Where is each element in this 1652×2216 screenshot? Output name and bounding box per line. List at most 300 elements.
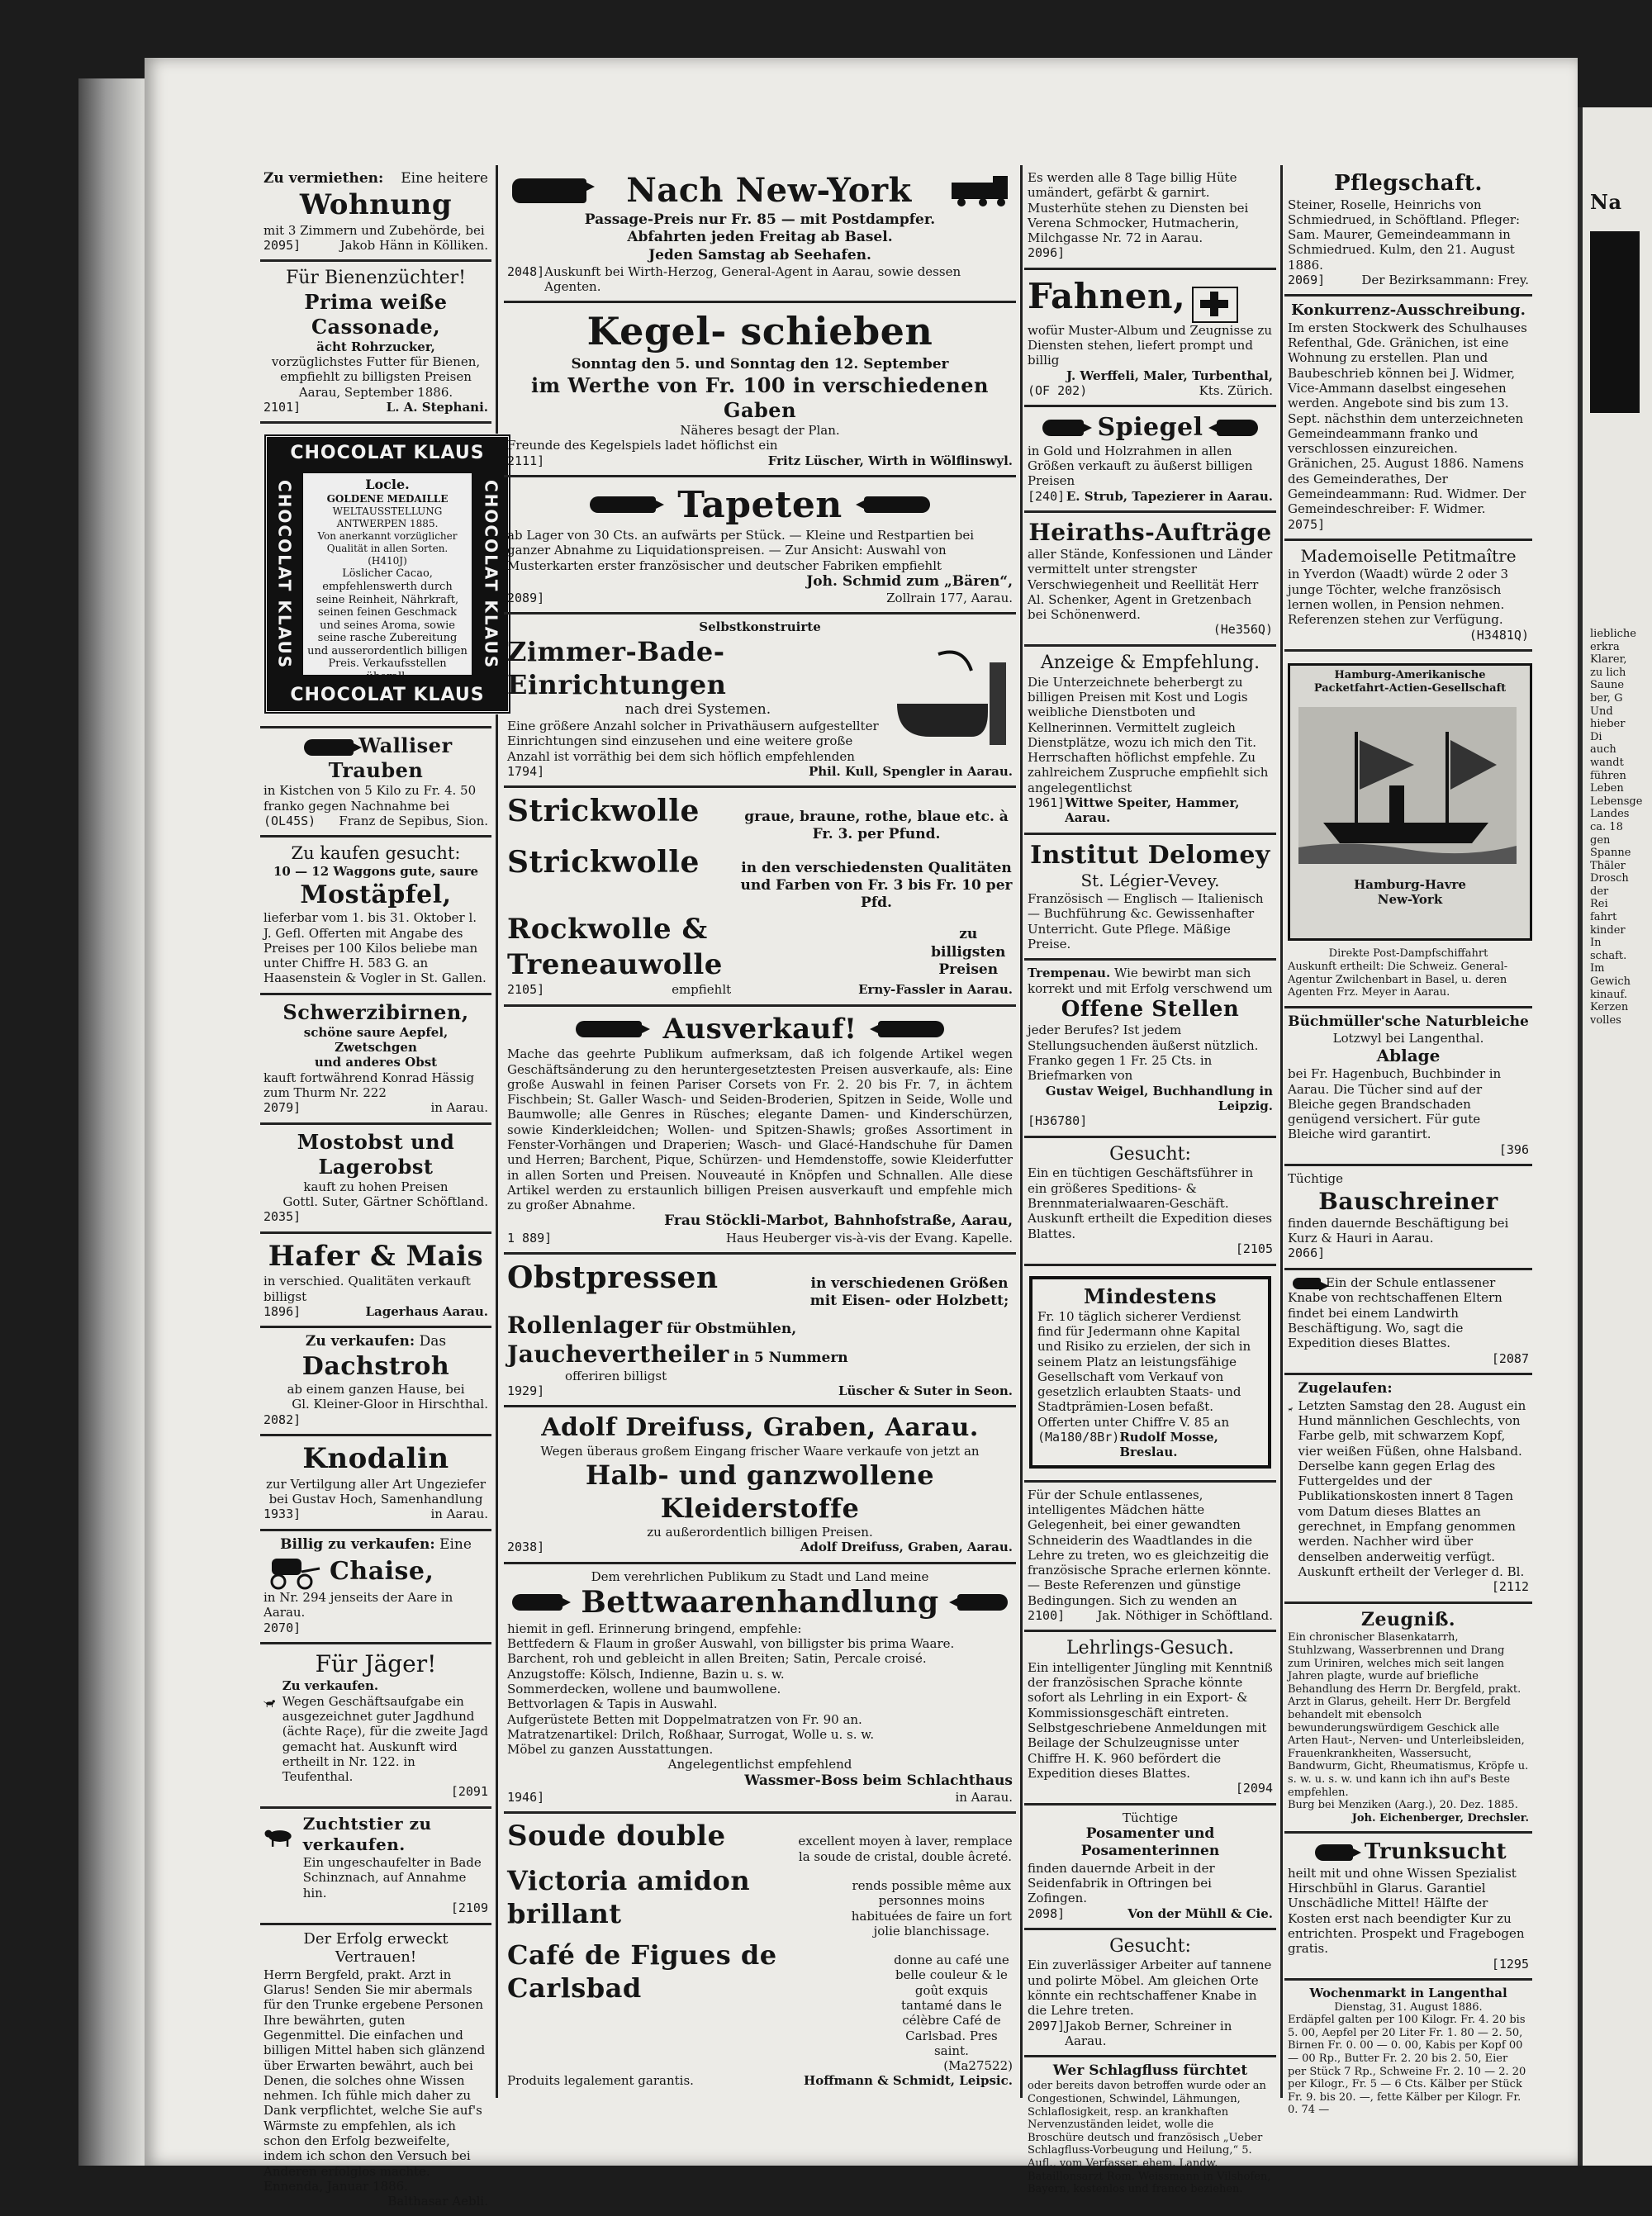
ad-title: Rockwolle & Treneauwolle [507, 912, 923, 982]
ad-title: Posamenter und Posamenterinnen [1028, 1825, 1273, 1861]
ad-spiegel [1024, 407, 1276, 513]
edge-text: volles [1590, 1014, 1648, 1027]
ad-chaise [260, 1531, 491, 1645]
edge-text: erkra [1590, 641, 1648, 654]
ad-body: in Nr. 294 jenseits der Aare in Aarau. [263, 1590, 488, 1620]
ad-subtitle: nach drei Systemen. [507, 701, 889, 719]
ad-pre: Tüchtige [1288, 1171, 1529, 1186]
ad-title: Knodalin [263, 1441, 488, 1477]
edge-text: Im [1590, 962, 1648, 975]
bett-item: Matratzenartikel: Drilch, Roßhaar, Surrogat, Wolle u. s. w. [507, 1727, 1013, 1742]
hapag-title: Hamburg-Amerikanische Packetfahrt-Actien-Gesellschaft [1290, 666, 1530, 698]
hapag-route: Hamburg-Havre [1290, 877, 1530, 892]
pointing-hand-icon [878, 1021, 944, 1037]
edge-text: Kerzen [1590, 1001, 1648, 1014]
edge-text: Leben [1590, 782, 1648, 795]
ad-signature: Lüscher & Suter in Seon. [838, 1383, 1013, 1398]
ad-number: [2091 [263, 1784, 488, 1800]
ad-signature: Jakob Berner, Schreiner in Aarau. [1065, 2019, 1273, 2049]
ad-title: Victoria amidon brillant [507, 1864, 851, 1930]
ad-number: [H36780] [1028, 1113, 1273, 1129]
ad-number: 2070] [263, 1620, 488, 1636]
pointing-hand-icon [1293, 1278, 1321, 1289]
ad-lehrling [1024, 1632, 1276, 1806]
ad-body: 10 — 12 Waggons gute, saure [263, 864, 488, 879]
ad-line: Produits legalement garantis. [507, 2073, 694, 2088]
ad-body: aller Stände, Konfessionen und Länder vermittelt unter strengster Verschwiegenheit und Reellität Herr Al. Schenker, Agent in Gretzenbach bei Schönenwerd. [1028, 547, 1273, 622]
ad-title: Wohnung [263, 187, 488, 223]
ad-mostobst [260, 1125, 491, 1234]
ad-body: zur Vertilgung aller Art Ungeziefer bei Gustav Hoch, Samenhandlung [263, 1477, 488, 1507]
ad-number: [240] [1028, 489, 1065, 504]
ad-konkurrenz [1284, 297, 1532, 541]
bull-icon [263, 1814, 297, 1860]
edge-text: zu lich [1590, 667, 1648, 680]
bett-item: Bettfedern & Flaum in großer Auswahl, von billigster bis prima Waare. [507, 1636, 1013, 1651]
pointing-hand-icon [1315, 1844, 1353, 1861]
ad-mostaepfel [260, 838, 491, 995]
ad-signature: Balthasar Aebli. [263, 2194, 488, 2209]
ad-body: Wie bewirbt man sich korrekt und mit Erfolg verschwend um [1028, 966, 1273, 995]
ad-signature: Erny-Fassler in Aarau. [858, 982, 1013, 997]
ad-zuchtstier [260, 1809, 491, 1925]
ad-desc: donne au café une belle couleur & le goût exquis tantamé dans le célèbre Café de Carlsbad. Pres saint. [890, 1953, 1013, 2058]
pointing-hand-icon [512, 1594, 563, 1611]
ad-signature: Hoffmann & Schmidt, Leipsic. [804, 2073, 1013, 2088]
ad-pre: Dem verehrlichen Publikum zu Stadt und Land meine [507, 1569, 1013, 1584]
ad-number: [2087 [1288, 1351, 1529, 1367]
pointing-hand-icon [576, 1021, 642, 1037]
bathtub-icon [889, 646, 1013, 753]
ad-title2: Ablage [1288, 1046, 1529, 1066]
ad-subtitle: Lotzwyl bei Langenthal. [1288, 1031, 1529, 1046]
ad-signature: Von der Mühll & Cie. [1127, 1906, 1273, 1921]
ad-body: Ein intelligenter Jüngling mit Kenntniß der französischen Sprache könnte sofort als Lehrling in ein Export- & Kommissionsgeschäft eintreten. Selbstgeschriebene Anmeldungen mit Beilage der Schulzeugnisse unter Chiffre H. K. 960 befördert die Expedition dieses Blattes. [1028, 1660, 1273, 1781]
ad-number: 2095] [263, 238, 301, 253]
ad-desc: in den verschiedensten Qualitäten und Farben von Fr. 3 bis Fr. 10 per Pfd. [740, 860, 1013, 913]
ad-title: Soude double [507, 1819, 726, 1854]
pointing-hand-icon [304, 739, 354, 756]
ad-line: Auskunft bei Wirth-Herzog, General-Agent in Aarau, sowie dessen Agenten. [544, 264, 1013, 295]
ad-address: Kts. Zürich. [1199, 383, 1273, 398]
ad-signature: Der Bezirksammann: Frey. [1361, 273, 1529, 287]
ad-hafer-mais [260, 1234, 491, 1328]
ad-tapeten [504, 477, 1016, 615]
ad-subtitle: schöne saure Aepfel, Zwetschgen [263, 1025, 488, 1056]
ad-desc: für Obstmühlen, [667, 1321, 796, 1337]
ad-title: Wer Schlagfluss fürchtet [1028, 2062, 1273, 2080]
ad-huete [1024, 165, 1276, 270]
bett-item: Anzugstoffe: Kölsch, Indienne, Bazin u. s. w. [507, 1667, 1013, 1682]
ad-signature: Joh. Eichenberger, Drechsler. [1288, 1812, 1529, 1825]
ad-ausverkauf [504, 1007, 1016, 1255]
bett-item: Sommerdecken, wollene und baumwollene. [507, 1682, 1013, 1696]
choco-inner-title: Locle. [306, 477, 468, 493]
ad-body: kauft zu hohen Preisen [263, 1179, 488, 1194]
ad-number: 2038] [507, 1540, 544, 1554]
ad-body: Es werden alle 8 Tage billig Hüte umändert, gefärbt & garnirt. Musterhüte stehen zu Diensten bei Verena Schmocker, Hutmacherin, Milchgasse Nr. 72 in Aarau. [1028, 170, 1273, 245]
ad-title: Bauschreiner [1288, 1187, 1529, 1216]
mindestens-box [1029, 1276, 1271, 1469]
ad-body: kauft fortwährend Konrad Hässig zum Thurm Nr. 222 [263, 1070, 488, 1101]
edge-text: Drosch [1590, 872, 1648, 885]
ad-date: Ennenda, Januar 1886. [263, 2179, 488, 2194]
ad-body: Mache das geehrte Publikum aufmerksam, daß ich folgende Artikel wegen Geschäftsänderung zu den heruntergesetztesten Preisen ausverkaufe, als: Eine große Auswahl in feinen Pariser Corsets von Fr. 2. 20 bis Fr. 7, in ächtem Fischbein; St. Galler Wasch- und Seiden-Broderien, Spitzen in Seide, Wolle und Baumwolle; alle Genres in Rüsches; elegante Damen- und Kinderschürzen, sowie Kinderkleidchen; Wollen- und Spitzen-Shawls; großes Assortiment in Fenster-Vorhängen und Draperien; Wasch- und Glacé-Handschuhe für Damen und Herren; Barchent, Pique, Schürzen- und Hemdenstoffe, sowie Kleiderfutter in allen Sorten und Preisen. Nouveauté in Knöpfen und Schnallen. Alle diese Artikel werden zu erstaunlich billigen Preisen ausverkauft und empfehle mich zu großer Abnahme. [507, 1046, 1013, 1212]
ad-jaeger [260, 1644, 491, 1809]
column-2 [504, 165, 1016, 2095]
bett-items [507, 1636, 1013, 1757]
pointing-hand-icon [957, 1594, 1008, 1611]
ad-zugelaufen [1284, 1375, 1532, 1604]
ad-desc: in verschiedenen Größen mit Eisen- oder Holzbett; [806, 1275, 1013, 1311]
ad-title: Für Bienenzüchter! [263, 267, 488, 290]
ad-zeugniss [1284, 1604, 1532, 1834]
ad-number: 1946] [507, 1790, 544, 1805]
ad-body: Ein zuverlässiger Arbeiter auf tannene und polirte Möbel. Am gleichen Orte könnte ein rechtschaffener Knabe in die Lehre treten. [1028, 1957, 1273, 2018]
ad-signature: Franz de Sepibus, Sion. [339, 814, 488, 828]
ad-title: Wochenmarkt in Langenthal [1288, 1986, 1529, 2000]
ad-head: Zu verkaufen. [282, 1678, 488, 1693]
ad-posamenter [1024, 1806, 1276, 1930]
edge-text: Und [1590, 705, 1648, 719]
pointing-hand-icon [512, 178, 586, 203]
ad-body: Herrn Bergfeld, prakt. Arzt in Glarus! Senden Sie mir abermals für den Trunke ergebene Personen Ihre bewährten, guten Gegenmittel. Die einfachen und billigen Mittel haben sich glänzend über Erwarten bewährt, auch bei Denen, die solches ohne Wissen nehmen. Ich fühle mich daher zu Dank verpflichtet, welche Sie auf's Wärmste zu empfehlen, als ich schon den Erfolg bezweifelte, indem ich schon den Versuch bei Anderen erfolglos machte. [263, 1967, 488, 2179]
ad-title: Tapeten [677, 482, 843, 528]
edge-text: liebliche [1590, 628, 1648, 641]
ad-number: (Ma180/8Br) [1037, 1430, 1119, 1445]
ad-bade-einrichtungen [504, 615, 1016, 788]
ad-number: 2089] [507, 591, 544, 605]
ad-title: Institut Delomey [1028, 840, 1273, 871]
ad-title: Strickwolle [507, 844, 700, 881]
ad-number: 1933] [263, 1507, 301, 1521]
ad-line: Näheres besagt der Plan. [507, 423, 1013, 438]
bett-item: Aufgerüstete Betten mit Doppelmatratzen von Fr. 90 an. [507, 1712, 1013, 1727]
pointing-hand-icon [1217, 420, 1258, 436]
ad-line: hiemit in gefl. Erinnerung bringend, empfehle: [507, 1621, 1013, 1636]
ad-schwerzibirnen [260, 995, 491, 1125]
ad-head2: Das [420, 1333, 447, 1350]
bett-item: Bettvorlagen & Tapis in Auswahl. [507, 1696, 1013, 1711]
hapag-agency: Auskunft ertheilt: Die Schweiz. General-Agentur Zwilchenbart in Basel, u. deren Agenten Frz. Meyer in Aarau. [1288, 961, 1529, 999]
ad-walliser [260, 728, 491, 838]
chocolat-klaus-logo [263, 434, 511, 714]
ad-title: Walliser Trauben [329, 733, 453, 782]
edge-text: Spanne [1590, 847, 1648, 860]
ad-gesucht-arbeiter [1024, 1930, 1276, 2057]
ad-title: Ausverkauf! [663, 1012, 857, 1047]
ad-signature: Gustav Weigel, Buchhandlung in Leipzig. [1028, 1084, 1273, 1114]
ad-number: [396 [1288, 1142, 1529, 1158]
edge-text: ca. 18 [1590, 821, 1648, 834]
ad-number: [2112 [1288, 1579, 1529, 1595]
ad-number: 2097] [1028, 2019, 1065, 2033]
ad-title: Für Jäger! [263, 1649, 488, 1678]
ad-number: 2079] [263, 1100, 301, 1115]
ad-title: Trunksucht [1365, 1839, 1507, 1866]
ad-line: Jeden Samstag ab Seehafen. [507, 247, 1013, 264]
edge-text: führen [1590, 770, 1648, 783]
choco-top-label: CHOCOLAT KLAUS [267, 442, 508, 465]
ad-title: Mindestens [1037, 1284, 1263, 1309]
ad-wochenmarkt [1284, 1981, 1532, 2123]
ad-title: Obstpressen [507, 1260, 719, 1297]
edge-text: wandt [1590, 757, 1648, 770]
ad-new-york [504, 165, 1016, 303]
edge-text: Saune [1590, 679, 1648, 692]
choco-bottom-label: CHOCOLAT KLAUS [267, 684, 508, 707]
ad-signature: Adolf Dreifuss, Graben, Aarau. [800, 1540, 1013, 1554]
ad-body: Die Unterzeichnete beherbergt zu billigen Preisen mit Kost und Logis weibliche Dienstboten und Kellnerinnen. Vermittelt zugleich Dienstplätze, wozu ich mich den Tit. Herrschaften höflichst empfehle. Zu zahlreichem Zuspruche empfiehlt sich angelegentlichst [1028, 675, 1273, 795]
ad-title: Anzeige & Empfehlung. [1028, 652, 1273, 675]
ad-line: empfiehlt [672, 982, 731, 997]
ad-anzeige [1024, 647, 1276, 834]
edge-text: fahrt [1590, 911, 1648, 924]
ad-title: Zeugniß. [1288, 1609, 1529, 1632]
ad-head: Trempenau. [1028, 966, 1110, 980]
edge-text: In [1590, 937, 1648, 950]
ad-body: finden dauernde Arbeit in der Seidenfabrik in Oftringen bei Zofingen. [1028, 1861, 1273, 1906]
ad-body: mit 3 Zimmern und Zubehörde, bei [263, 223, 488, 238]
ad-body: bei Fr. Hagenbuch, Buchbinder in Aarau. Die Tücher sind auf der Bleiche gegen Brandschaden genügend versichert. Für gute Bleiche wird garantirt. [1288, 1066, 1529, 1141]
ad-line: im Werthe von Fr. 100 in verschiedenen Gaben [507, 373, 1013, 423]
pointing-hand-icon [1042, 420, 1084, 436]
ad-hapag [1284, 652, 1532, 1008]
ad-subtitle: Prima weiße Cassonade, [263, 290, 488, 339]
ad-line: Angelegentlichst empfehlend [507, 1757, 1013, 1772]
ad-head2: Eine [439, 1536, 472, 1553]
ad-title2: Halb- und ganzwollene Kleiderstoffe [507, 1459, 1013, 1525]
edge-text: Na [1590, 190, 1648, 215]
carriage-icon [263, 1554, 321, 1590]
column-rule [1280, 165, 1283, 2098]
ad-signature: Jakob Hänn in Kölliken. [340, 238, 488, 253]
edge-text: auch [1590, 743, 1648, 757]
ad-title: Café de Figues de Carlsbad [507, 1938, 890, 2005]
ad-signature: E. Strub, Tapezierer in Aarau. [1066, 489, 1273, 504]
ad-desc: rends possible même aux personnes moins habituées de faire un fort jolie blanchissage. [851, 1878, 1013, 1938]
ad-signature: Joh. Schmid zum „Bären“, [507, 573, 1013, 591]
ad-maedchen [1024, 1483, 1276, 1633]
hapag-poster [1288, 663, 1532, 941]
ad-signature: Gl. Kleiner-Gloor in Hirschthal. [263, 1397, 488, 1412]
edge-text: Klarer, [1590, 653, 1648, 667]
ad-number: 1794] [507, 764, 544, 779]
choco-side-label: CHOCOLAT KLAUS [274, 480, 295, 669]
ad-signature: Gottl. Suter, Gärtner Schöftland. [263, 1194, 488, 1209]
ad-signature: Fritz Lüscher, Wirth in Wölflinswyl. [768, 453, 1013, 468]
ad-head2: Eine heitere [401, 170, 488, 187]
next-page-fragments [1590, 190, 1648, 1027]
ad-title: Zuchtstier zu verkaufen. [303, 1814, 488, 1855]
ad-line: Freunde des Kegelspiels ladet höflichst ein [507, 438, 1013, 453]
ad-number: (H3481Q) [1288, 628, 1529, 643]
ad-number: (OL45S) [263, 814, 316, 828]
edge-text: Thäler [1590, 860, 1648, 873]
hapag-route: New-York [1290, 892, 1530, 907]
ad-dachstroh [260, 1328, 491, 1436]
ad-body: ab Lager von 30 Cts. an aufwärts per Stück. — Kleine und Restpartien bei ganzer Abnahme zu Liquidationspreisen. — Zur Ansicht: Auswahl von Musterkarten erster französischer und deutscher Fabriken empfiehlt [507, 528, 1013, 573]
ad-signature: L. A. Stephani. [387, 400, 488, 415]
ad-title: Zimmer-Bade-Einrichtungen [507, 635, 889, 701]
ad-number: [2105 [1028, 1241, 1273, 1257]
ad-body2: jeder Berufes? Ist jedem Stellungsuchenden äußerst nützlich. Franko gegen 1 Fr. 25 Cts. in Briefmarken von [1028, 1023, 1273, 1083]
ad-number: 2096] [1028, 245, 1273, 261]
ad-head: Zu kaufen gesucht: [263, 842, 488, 864]
ad-soude [504, 1814, 1016, 2095]
ad-title: Heiraths-Aufträge [1028, 518, 1273, 547]
ad-mademoiselle [1284, 541, 1532, 652]
ad-mindestens [1024, 1266, 1276, 1483]
ad-body: finden dauernde Beschäftigung bei Kurz & Hauri in Aarau. [1288, 1216, 1529, 1246]
ad-title: Hafer & Mais [263, 1239, 488, 1274]
edge-text: kinauf. [1590, 989, 1648, 1002]
ad-title: Der Erfolg erweckt Vertrauen! [263, 1930, 488, 1967]
ad-number: (OF 202) [1028, 383, 1087, 398]
ad-desc: graue, braune, rothe, blaue etc. à Fr. 3. per Pfund. [740, 809, 1013, 844]
ad-body: Ein ungeschaufelter in Bade Schinznach, auf Annahme hin. [303, 1855, 488, 1900]
ad-desc: offeriren billigst [507, 1369, 1013, 1383]
ad-title: Jauchevertheiler [507, 1341, 729, 1368]
choco-exhibition: WELTAUSSTELLUNG ANTWERPEN 1885. [306, 505, 468, 530]
ad-address: Haus Heuberger vis-à-vis der Evang. Kapelle. [726, 1231, 1013, 1246]
ad-title: Rollenlager [507, 1312, 662, 1339]
ad-wohnung [260, 165, 491, 262]
ad-head: Zu vermiethen: [263, 170, 383, 187]
ad-fahnen [1024, 270, 1276, 407]
ad-desc: zu billigsten Preisen [923, 926, 1013, 979]
ad-title: Mostobst und Lagerobst [263, 1130, 488, 1179]
ad-bettwaaren [504, 1564, 1016, 1815]
ad-title: Spiegel [1097, 412, 1203, 444]
ad-title: Büchmüller'sche Naturbleiche [1288, 1013, 1529, 1031]
ad-heirath [1024, 513, 1276, 647]
ad-signature: Lagerhaus Aarau. [365, 1304, 488, 1319]
ad-ref: (Ma27522) [507, 2058, 1013, 2073]
ad-body: Im ersten Stockwerk des Schulhauses Refenthal, Gde. Gränichen, ist eine Wohnung zu erstellen. Plan und Baubeschrieb können bei J. Widmer, Vice-Ammann daselbst eingesehen werden. Angebote sind bis zum 13. Sept. nächsthin dem unterzeichneten Gemeindeammann franko und verschlossen einzureichen. Gränichen, 25. August 1886. Namens des Gemeinderathes, Der Gemeindeammann: Rud. Widmer. Der Gemeindeschreiber: F. Widmer. [1288, 320, 1529, 517]
ad-body: in Gold und Holzrahmen in allen Größen verkauft zu äußerst billigen Preisen [1028, 444, 1273, 489]
ad-title: Mostäpfel, [263, 880, 488, 911]
ad-body: heilt mit und ohne Wissen Spezialist Hirschbühl in Glarus. Garantiel Unschädliche Mittel! Hälfte der Kosten erst nach beendigter Kur zu entrichten. Prospekt und Fragebogen gratis. [1288, 1866, 1529, 1957]
ad-body: Ein der Schule entlassener Knabe von rechtschaffenen Eltern findet bei einem Landwirth Beschäftigung. Wo, sagt die Expedition dieses Blattes. [1288, 1275, 1502, 1350]
ad-title: Adolf Dreifuss, Graben, Aarau. [507, 1412, 1013, 1444]
ad-body: oder bereits davon betroffen wurde oder an Congestionen, Schwindel, Lähmungen, Schlaflosigkeit, resp. an krankhaften Nervenzuständen leidet, wolle die Broschüre deutsch und französisch „Ueber Schlagfluss-Vorbeugung und Heilung,“ 5. Aufl., vom Verfasser, ehem. Landw. Bataillonsarzt Rom. Weissmann in Vilshofen, Bayern, kostenlos und franco beziehen. [1028, 2080, 1273, 2195]
ad-strickwolle [504, 788, 1016, 1007]
choco-inner [303, 473, 472, 675]
ad-date: Dienstag, 31. August 1886. [1288, 2001, 1529, 2014]
ad-signature: J. Werffeli, Maler, Turbenthal, [1028, 368, 1273, 383]
ad-body: Wegen Geschäftsaufgabe ein ausgezeichnet guter Jagdhund (ächte Raçe), für die zweite Jagd gemacht hat. Auskunft wird ertheilt in Nr. 122. in Teufenthal. [282, 1694, 488, 1785]
edge-text: gen [1590, 834, 1648, 847]
ad-number: 2066] [1288, 1246, 1529, 1261]
pointing-hand-icon [590, 496, 656, 513]
ad-dreifuss [504, 1407, 1016, 1564]
ad-number: 2082] [263, 1412, 488, 1428]
ad-body: Eine größere Anzahl solcher in Privathäusern aufgestellter Einrichtungen sind einzusehen und eine weitere große Anzahl ist vorräthig bei dem sich höflich empfehlenden [507, 719, 889, 764]
ad-subtitle2: und anderes Obst [263, 1055, 488, 1070]
ad-body: ab einem ganzen Hause, bei [263, 1382, 488, 1397]
ad-head: Zu verkaufen: [306, 1333, 415, 1350]
ad-signature: Rudolf Mosse, Breslau. [1119, 1430, 1263, 1460]
ad-signature: Phil. Kull, Spengler in Aarau. [809, 764, 1013, 779]
dog-icon [1288, 1380, 1294, 1438]
ad-bauschreiner [1284, 1166, 1532, 1270]
ad-number: 2105] [507, 982, 544, 997]
ad-title: Gesucht: [1028, 1935, 1273, 1958]
ad-signature: in Aarau. [430, 1507, 488, 1521]
ad-line: Sonntag den 5. und Sonntag den 12. September [507, 356, 1013, 373]
ad-number: 2075] [1288, 517, 1529, 533]
ad-number: 2100] [1028, 1608, 1065, 1623]
ad-number: [1295 [1288, 1957, 1529, 1972]
ad-number: 1961] [1028, 795, 1065, 810]
ad-title: Fahnen, [1028, 276, 1185, 316]
ad-body: in Yverdon (Waadt) würde 2 oder 3 junge Töchter, welche französisch lernen wollen, in Pension nehmen. Referenzen stehen zur Verfügung. [1288, 567, 1529, 627]
ad-number: (He356Q) [1028, 622, 1273, 638]
ad-title: Chaise, [330, 1556, 434, 1587]
ad-body: Ein chronischer Blasenkatarrh, Stuhlzwang, Wasserbrennen und Drang zum Uriniren, welches mich seit langen Jahren plagte, wurde auf briefliche Behandlung des Herrn Dr. Bergfeld, prakt. Arzt in Glarus, geheilt. Herr Dr. Bergfeld behandelt mit ebensolch bewunderungswürdigem Geschick alle Arten Haut-, Nerven- und Unterleibsleiden, Frauenkrankheiten, Wassersucht, Bandwurm, Gicht, Rheumatismus, Kröpfe u. s. w. u. s. w. und kann ich ihn auf's Beste empfehlen. [1288, 1631, 1529, 1799]
ad-signature: Wittwe Speiter, Hammer, Aarau. [1065, 795, 1273, 826]
ad-number: 1 889] [507, 1231, 552, 1246]
ad-trunksucht [1284, 1834, 1532, 1981]
ad-obstpressen [504, 1255, 1016, 1407]
ad-number: 2098] [1028, 1906, 1065, 1921]
dog-icon [263, 1678, 276, 1728]
ad-erfolg [260, 1925, 491, 2216]
ad-desc: excellent moyen à laver, remplace la soude de cristal, double âcreté. [798, 1834, 1013, 1864]
ad-number: 1896] [263, 1304, 301, 1319]
ad-line: Passage-Preis nur Fr. 85 — mit Postdampfer. [507, 211, 1013, 229]
ad-title: Bettwaarenhandlung [581, 1584, 938, 1621]
ad-title: Offene Stellen [1028, 996, 1273, 1023]
ad-body: Für der Schule entlassenes, intelligentes Mädchen hätte Gelegenheit, bei einer gewandten Schneiderin des Waadtlandes in die Lehre zu treten, wo es gleichzeitig die französische Sprache erlernen könnte. — Beste Referenzen und günstige Bedingungen. Sich zu wenden an [1028, 1488, 1273, 1608]
ad-pre: Selbstkonstruirte [507, 619, 1013, 634]
ad-pre: Tüchtige [1028, 1810, 1273, 1825]
ad-signature: Jak. Nöthiger in Schöftland. [1097, 1608, 1273, 1623]
edge-text: Di [1590, 731, 1648, 744]
ad-title: Zugelaufen: [1298, 1380, 1529, 1397]
ad-number: 2101] [263, 400, 301, 415]
ad-offene-stellen [1024, 961, 1276, 1138]
hapag-side: Direkte Post-Dampfschiffahrt [1288, 947, 1529, 961]
choco-quality: Von anerkannt vorzüglicher Qualität in allen Sorten. (H410J) [306, 530, 468, 567]
edge-text: schaft. [1590, 950, 1648, 963]
edge-large-letter [1590, 231, 1640, 413]
edge-text: kinder [1590, 924, 1648, 937]
ad-body: vorzüglichstes Futter für Bienen, empfiehlt zu billigsten Preisen Aarau, September 1886. [263, 354, 488, 400]
ad-title: Dachstroh [263, 1351, 488, 1383]
ad-title: Pflegschaft. [1288, 170, 1529, 197]
bett-item: Barchent, roh und gebleicht in allen Breiten; Satin, Percale croisé. [507, 1651, 1013, 1666]
ad-signature: in Aarau. [430, 1100, 488, 1115]
ad-body: in verschied. Qualitäten verkauft billigst [263, 1274, 488, 1304]
steamship-icon [1290, 699, 1525, 872]
ad-knabe [1284, 1270, 1532, 1375]
column-1 [260, 165, 491, 2216]
ad-body: Ein en tüchtigen Geschäftsführer in ein größeres Speditions- & Brennmaterialwaaren-Geschäft. Auskunft ertheilt die Expedition dieses Blattes. [1028, 1165, 1273, 1241]
ad-schlagfluss [1024, 2057, 1276, 2203]
ad-head: Billig zu verkaufen: [280, 1536, 435, 1553]
bett-item: Möbel zu ganzen Ausstattungen. [507, 1742, 1013, 1757]
ad-number: [2094 [1028, 1781, 1273, 1796]
choco-description: Löslicher Cacao, empfehlenswerth durch seine Reinheit, Nährkraft, seinen feinen Geschmack und seines Aroma, sowie seine rasche Zubereitung und ausserordentlich billigen Preis. Verkaufsstellen überall. [306, 567, 468, 683]
pointing-hand-icon [864, 496, 930, 513]
column-4 [1284, 165, 1532, 2123]
ad-body: Steiner, Roselle, Heinrichs von Schmiedrued, in Schöftland. Pfleger: Sam. Maurer, Gemeindeammann in Schmiedrued. Kulm, den 21. August 1886. [1288, 197, 1529, 273]
ad-body: Fr. 10 täglich sicherer Verdienst find für Jedermann ohne Kapital und Risiko zu erzielen, der sich in seinem Platz an leistungsfähige Gesellschaft vom Verkauf von gesetzlich erlaubten Staats- und Stadtprämien-Losen befaßt. Offerten unter Chiffre V. 85 an [1037, 1309, 1263, 1430]
ad-number: 2048] [507, 264, 544, 279]
ad-chocolat-klaus [260, 424, 491, 728]
